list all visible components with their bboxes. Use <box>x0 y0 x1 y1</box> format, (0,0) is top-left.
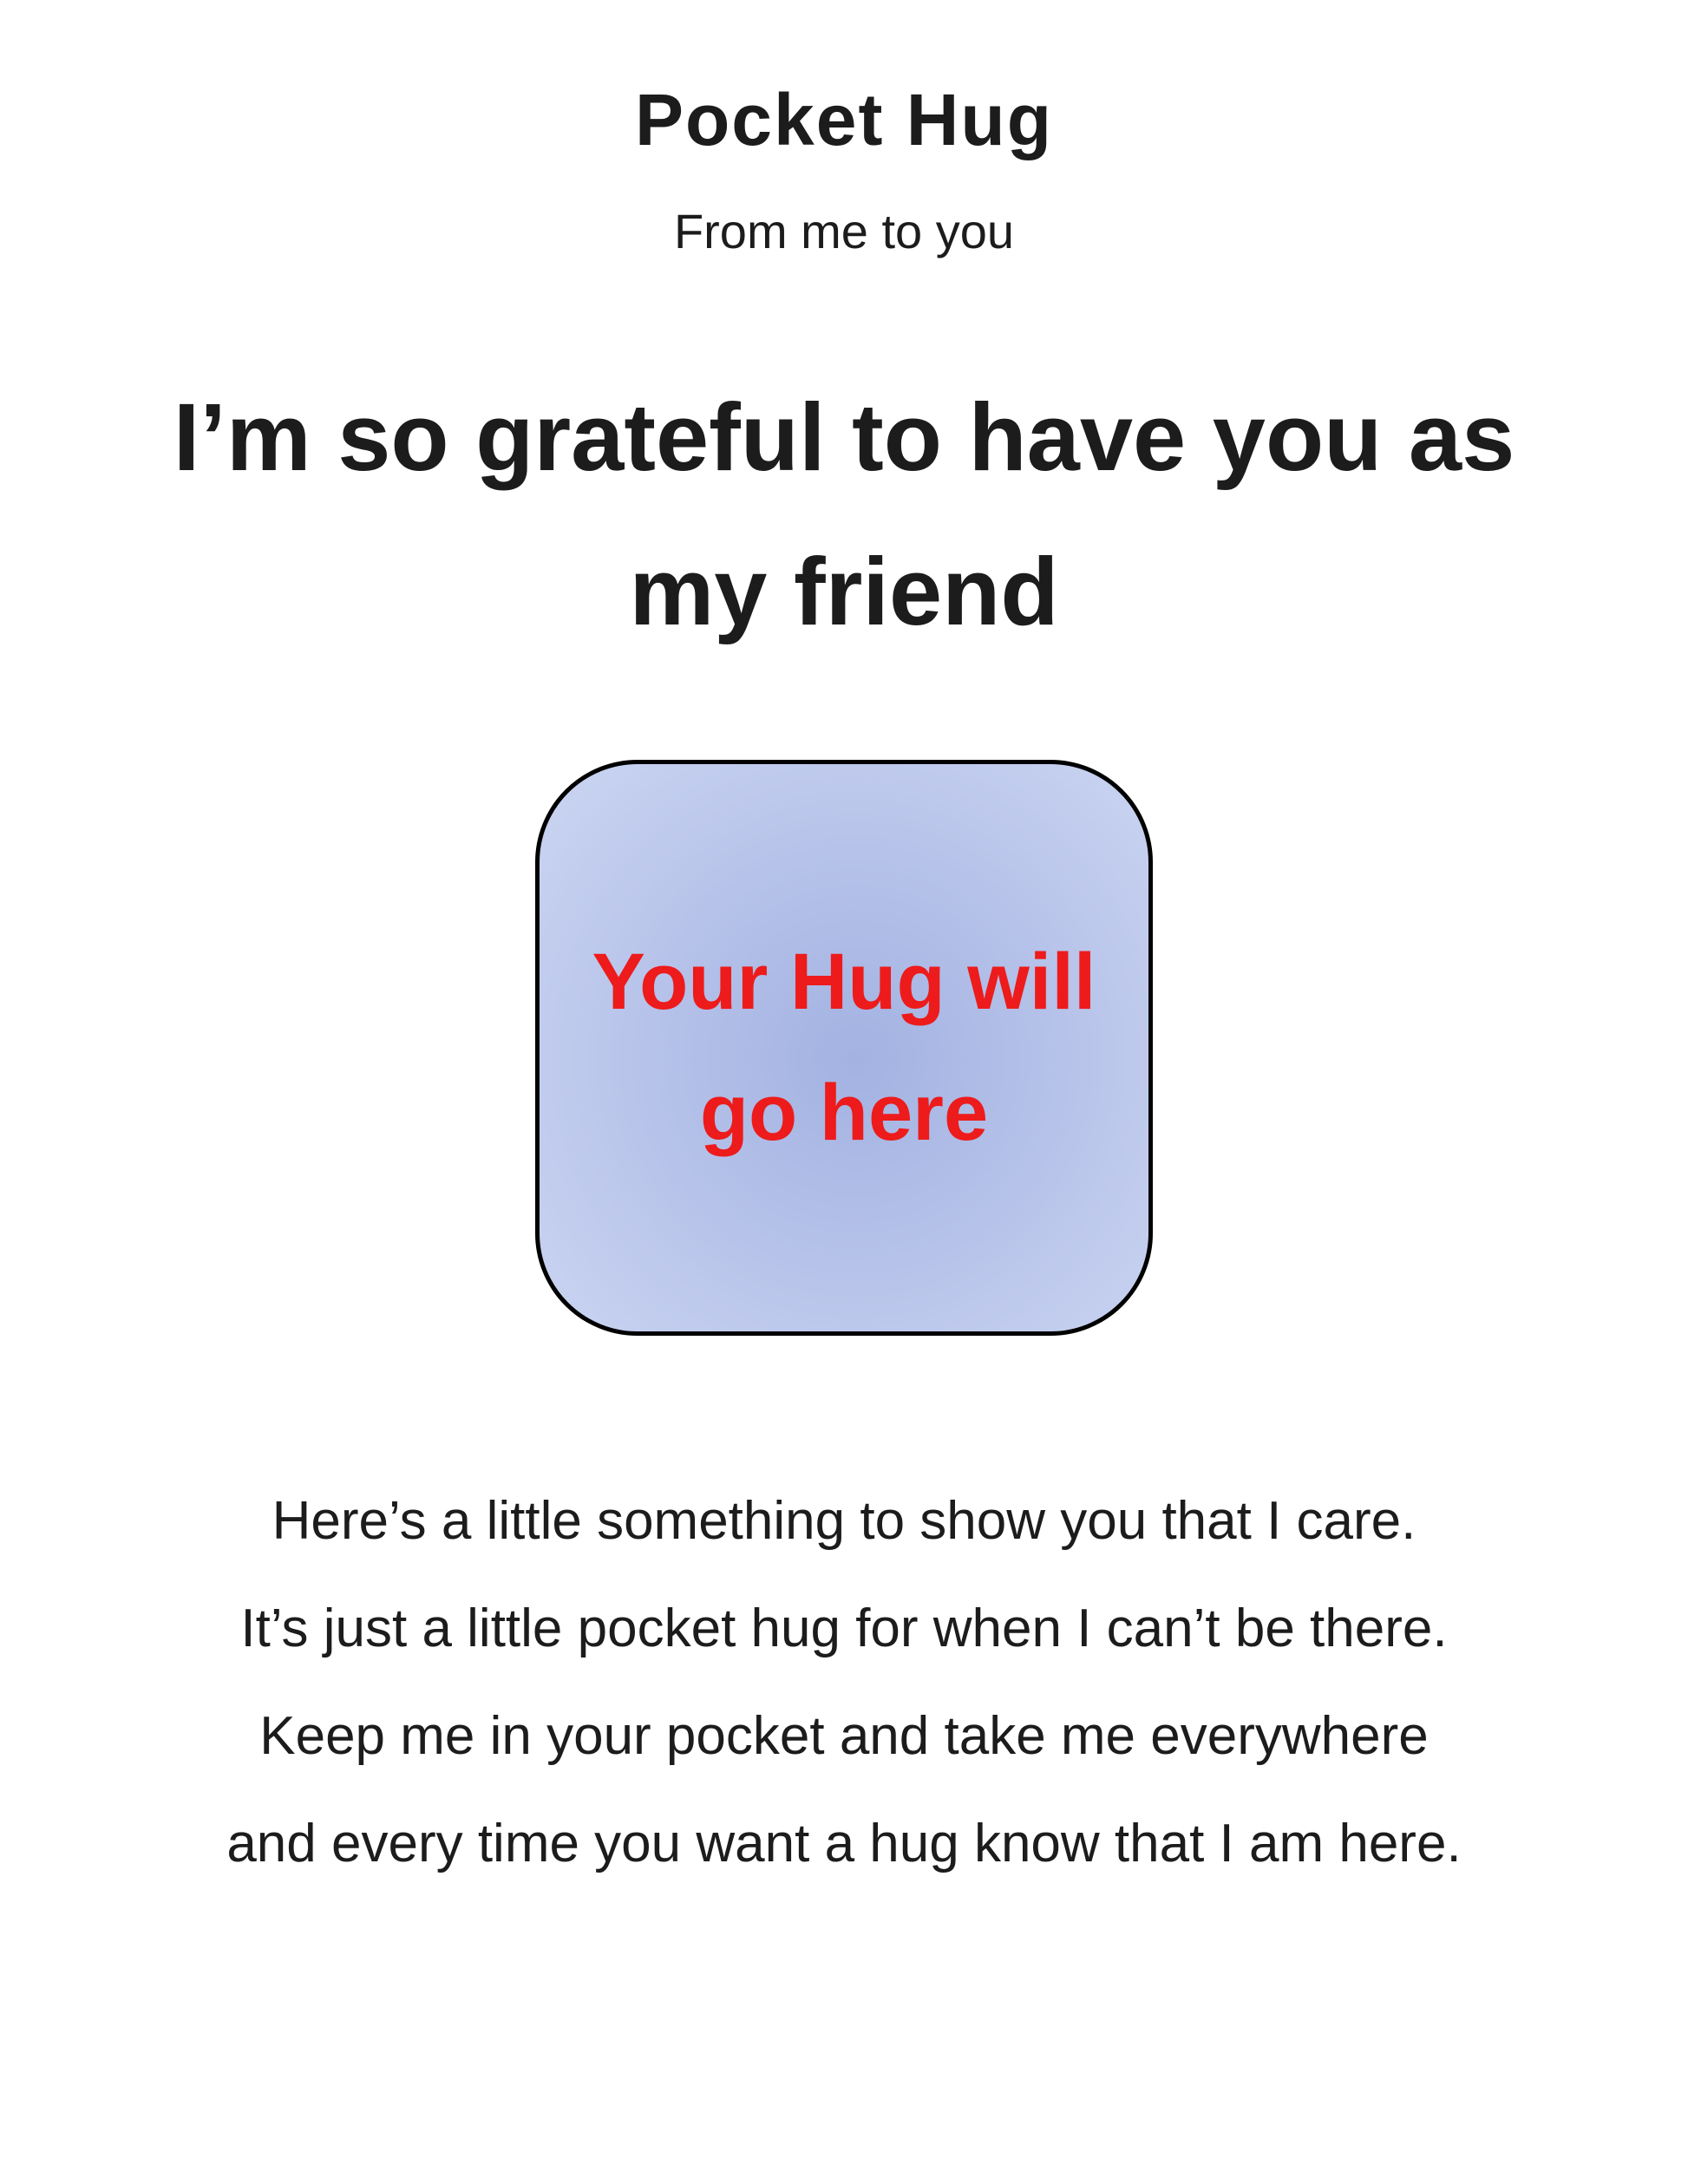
hug-placeholder-label-line-2: go here <box>699 1069 989 1158</box>
hug-placeholder-label-line-1: Your Hug will <box>592 937 1096 1026</box>
page-subtitle: From me to you <box>673 204 1015 259</box>
poem-line-4: and every time you want a hug know that I am here. <box>226 1814 1462 1874</box>
poem-line-2: It’s just a little pocket hug for when I can’t be there. <box>240 1599 1448 1659</box>
page-title: Pocket Hug <box>634 79 1054 160</box>
poem-line-3: Keep me in your pocket and take me everywhere <box>259 1706 1429 1767</box>
hug-placeholder-box <box>535 760 1153 1336</box>
gratitude-heading <box>0 361 1688 670</box>
gratitude-heading-line-1: I’m so grateful to have you as <box>173 383 1515 491</box>
poem <box>0 1468 1688 1898</box>
poem-line-1: Here’s a little something to show you that I care. <box>272 1491 1416 1552</box>
gratitude-heading-line-2: my friend <box>629 539 1059 646</box>
